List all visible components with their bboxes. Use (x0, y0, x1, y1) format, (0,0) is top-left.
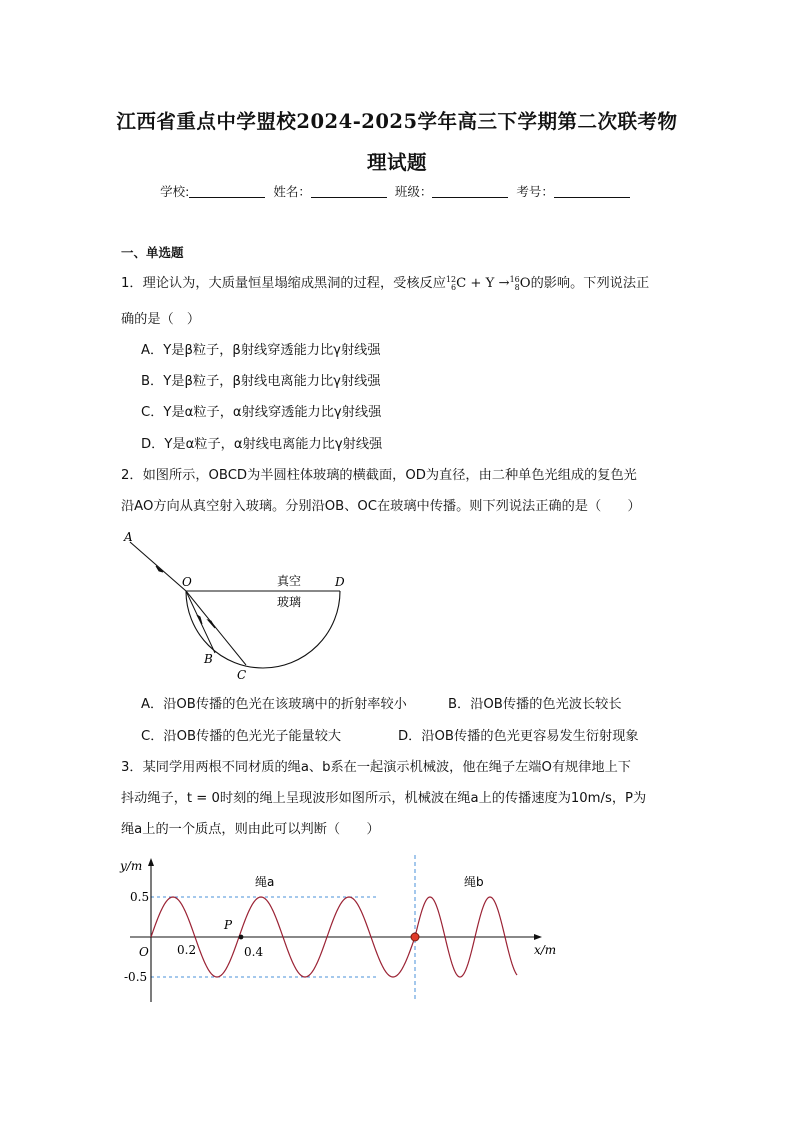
rope-junction-knot (411, 933, 419, 941)
q2-semicircle-figure (115, 528, 375, 683)
ray-oc-arrow-icon (208, 620, 215, 628)
rope-b-text: 绳b (464, 875, 484, 889)
o-atomic-number: 8 (514, 282, 520, 292)
class-label: 班级： (394, 184, 433, 199)
q3-stem-line2: 抖动绳子，t = 0时刻的绳上呈现波形如图所示，机械波在绳a上的传播速度为10m/s，P为 (121, 791, 647, 806)
q2-option-c[interactable]: C．沿OB传播的色光光子能量较大 (141, 729, 342, 744)
q1-stem-line1 (121, 275, 649, 293)
x-tick-02: 0.2 (177, 943, 197, 957)
q2-option-b[interactable]: B．沿OB传播的色光波长较长 (448, 697, 622, 712)
q2-option-d[interactable]: D．沿OB传播的色光更容易发生衍射现象 (398, 729, 639, 744)
c-mass-number: 12 (445, 274, 457, 284)
q1-option-b[interactable]: B．Y是β粒子，β射线电离能力比γ射线强 (141, 374, 381, 389)
rope-a-text: 绳a (255, 875, 275, 889)
class-blank[interactable] (432, 185, 508, 198)
q1-option-c[interactable]: C．Y是α粒子，α射线穿透能力比γ射线强 (141, 405, 382, 420)
q1-text-b: 的影响。下列说法正 (530, 276, 650, 291)
label-o: O (182, 575, 192, 589)
rope-a-label (255, 875, 274, 889)
q3-wave-figure (110, 850, 570, 1005)
exam-number-blank[interactable] (554, 185, 630, 198)
label-b: B (204, 652, 213, 666)
x-axis-arrow-icon (534, 934, 542, 940)
name-label: 姓名： (273, 184, 311, 199)
q2-option-a[interactable]: A．沿OB传播的色光在该玻璃中的折射率较小 (141, 697, 407, 712)
o-symbol: O (519, 276, 531, 291)
x-axis-label: x/m (534, 943, 557, 957)
incident-ray (130, 542, 186, 591)
q3-stem-line1: 3．某同学用两根不同材质的绳a、b系在一起演示机械波，他在绳子左端O有规律地上下 (121, 760, 631, 775)
label-a: A (124, 530, 133, 544)
y-tick-05: 0.5 (130, 890, 150, 904)
y-axis-arrow-icon (148, 858, 154, 866)
point-p-dot (239, 935, 244, 940)
reaction-plus: + Y → (466, 276, 510, 291)
x-tick-04: 0.4 (244, 945, 264, 959)
q3-stem-line3: 绳a上的一个质点，则由此可以判断（ ） (121, 822, 380, 837)
y-tick-neg05: -0.5 (124, 970, 148, 984)
label-vacuum: 真空 (277, 574, 302, 588)
label-c: C (237, 668, 247, 682)
nuclear-reaction (446, 276, 531, 291)
point-p-label: P (224, 918, 233, 932)
section-heading: 一、单选题 (121, 245, 184, 260)
school-blank[interactable] (189, 185, 265, 198)
school-label: 学校: (160, 184, 190, 199)
o-mass-number: 16 (509, 274, 520, 284)
ray-ob-arrow-icon (197, 615, 202, 624)
y-axis-label: y/m (120, 859, 143, 873)
q1-stem-line2: 确的是（ ） (121, 312, 201, 327)
q2-stem-line2: 沿AO方向从真空射入玻璃。分别沿OB、OC在玻璃中传播。则下列说法正确的是（ ） (121, 499, 641, 514)
incident-arrow-icon (156, 566, 163, 572)
label-glass: 玻璃 (277, 595, 302, 609)
name-blank[interactable] (311, 185, 387, 198)
label-d: D (335, 575, 345, 589)
rope-b-label (464, 875, 484, 889)
c-symbol: C (456, 276, 467, 291)
exam-title-line1: 江西省重点中学盟校2024-2025学年高三下学期第二次联考物 (116, 110, 678, 133)
q1-text-a: 1．理论认为，大质量恒星塌缩成黑洞的过程，受核反应 (121, 276, 446, 291)
exam-title-line2: 理试题 (366, 151, 427, 174)
q2-stem-line1: 2．如图所示，OBCD为半圆柱体玻璃的横截面，OD为直径，由二种单色光组成的复色光 (121, 468, 637, 483)
origin-label: O (139, 945, 149, 959)
q1-option-a[interactable]: A．Y是β粒子，β射线穿透能力比γ射线强 (141, 343, 381, 358)
c-atomic-number: 6 (450, 282, 457, 292)
q1-option-d[interactable]: D．Y是α粒子，α射线电离能力比γ射线强 (141, 437, 383, 452)
exam-number-label: 考号： (516, 184, 554, 199)
student-info-row (0, 182, 794, 200)
